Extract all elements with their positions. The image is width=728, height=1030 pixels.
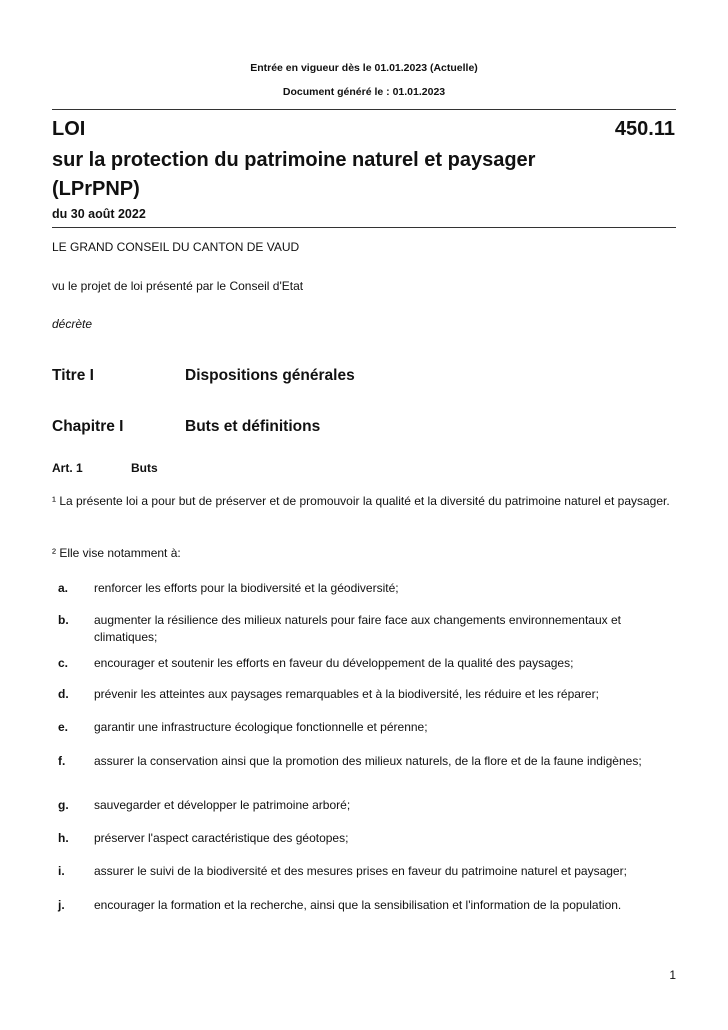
council-line: LE GRAND CONSEIL DU CANTON DE VAUD <box>52 240 300 254</box>
list-item-letter: c. <box>58 656 69 670</box>
law-number: 450.11 <box>614 118 675 140</box>
list-item-text: encourager et soutenir les efforts en faveur du développement de la qualité des paysages; <box>94 656 574 670</box>
page-number: 1 <box>669 968 676 982</box>
list-item-text: prévenir les atteintes aux paysages remarquables et à la biodiversité, les réduire et les réparer; <box>94 687 599 701</box>
article-title: Buts <box>131 461 158 475</box>
validity-status: Entrée en vigueur dès le 01.01.2023 (Actuelle) <box>250 62 478 74</box>
list-item-text: encourager la formation et la recherche, ainsi que la sensibilisation et l'information de la population. <box>94 898 622 912</box>
list-item-letter: g. <box>58 798 69 812</box>
list-item-letter: a. <box>58 581 69 595</box>
list-item-text: renforcer les efforts pour la biodiversité et la géodiversité; <box>94 581 399 595</box>
list-item <box>52 655 678 672</box>
alinea-1: ¹ La présente loi a pour but de préserver et de promouvoir la qualité et la diversité du patrimoine naturel et paysager. <box>52 494 670 508</box>
list-item <box>52 612 678 646</box>
list-item <box>52 863 678 880</box>
title-heading <box>52 367 355 385</box>
list-item-text: sauvegarder et développer le patrimoine arboré; <box>94 798 351 812</box>
list-item <box>52 686 678 703</box>
list-item-text: préserver l'aspect caractéristique des géotopes; <box>94 831 349 845</box>
list-item-letter: e. <box>58 720 69 734</box>
title-text: Dispositions générales <box>185 367 355 384</box>
chapter-heading <box>52 418 320 436</box>
list-item <box>52 830 678 847</box>
list-item <box>52 753 678 770</box>
list-item <box>52 897 678 914</box>
law-date: du 30 août 2022 <box>52 207 146 221</box>
decree-line: décrète <box>52 317 93 331</box>
generation-date: Document généré le : 01.01.2023 <box>282 86 446 98</box>
chapter-text: Buts et définitions <box>185 418 321 435</box>
law-type: LOI <box>52 118 86 140</box>
list-item <box>52 580 678 597</box>
header-divider <box>52 109 676 110</box>
list-item-text: garantir une infrastructure écologique fonctionnelle et pérenne; <box>94 720 428 734</box>
article-heading <box>52 461 158 475</box>
article-label: Art. 1 <box>52 461 83 475</box>
list-item-letter: b. <box>58 613 69 627</box>
title-label: Titre I <box>52 367 94 384</box>
list-item-letter: d. <box>58 687 69 701</box>
list-item <box>52 719 678 736</box>
preamble-line: vu le projet de loi présenté par le Conseil d'Etat <box>52 279 304 293</box>
title-divider <box>52 227 676 228</box>
list-item-letter: f. <box>58 754 66 768</box>
alinea-2: ² Elle vise notamment à: <box>52 546 181 560</box>
law-title-line-2: (LPrPNP) <box>52 178 140 200</box>
list-item-text: augmenter la résilience des milieux naturels pour faire face aux changements environnementaux et climatiques; <box>94 613 621 644</box>
list-item-letter: h. <box>58 831 69 845</box>
law-title-line-1: sur la protection du patrimoine naturel et paysager <box>52 149 536 171</box>
list-item <box>52 797 678 814</box>
list-item-text: assurer le suivi de la biodiversité et des mesures prises en faveur du patrimoine naturel et paysager; <box>94 864 627 878</box>
list-item-letter: i. <box>58 864 65 878</box>
list-item-text: assurer la conservation ainsi que la promotion des milieux naturels, de la flore et de la faune indigènes; <box>94 754 642 768</box>
list-item-letter: j. <box>58 898 65 912</box>
law-title <box>52 146 535 204</box>
chapter-label: Chapitre I <box>52 418 124 435</box>
